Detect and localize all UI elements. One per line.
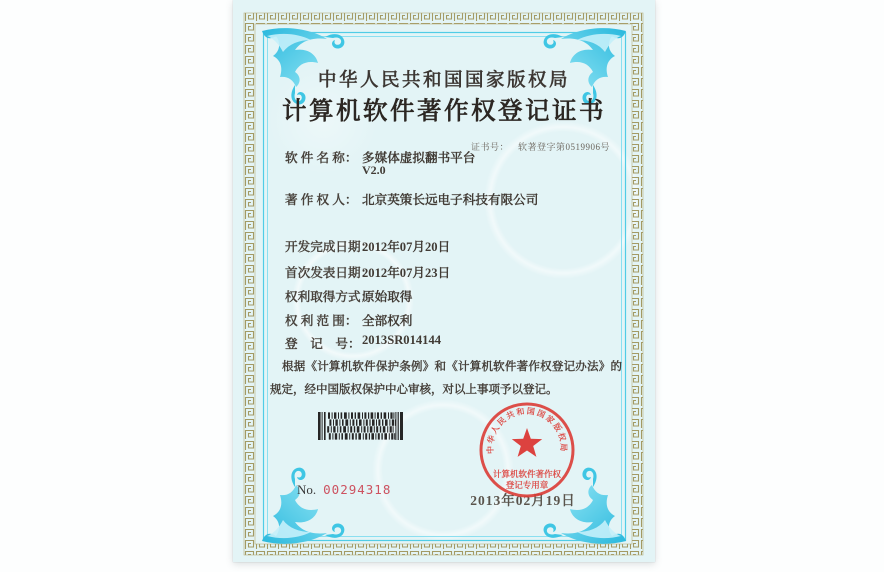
official-seal: [477, 400, 577, 500]
field-value: 2012年07月23日: [362, 266, 451, 280]
certificate-number-line: [454, 130, 610, 163]
field-label: 权利取得方式：: [285, 290, 374, 304]
registration-statement: 根据《计算机软件保护条例》和《计算机软件著作权登记办法》的规定，经中国版权保护中心审核，对以上事项予以登记。: [270, 361, 622, 396]
field-value: 2013SR014144: [362, 333, 442, 347]
software-version: V2.0: [362, 163, 386, 177]
certificate-number-value: 软著登字第0519906号: [517, 142, 610, 152]
field-value: 多媒体虚拟翻书平台: [362, 151, 476, 165]
certificate-number-label: 证书号：: [470, 142, 509, 152]
field-label: 首次发表日期：: [285, 266, 374, 280]
seal-text-line2: 登记专用章: [505, 480, 549, 490]
field-value: 2012年07月20日: [362, 240, 451, 254]
field-rights-acquisition: [285, 286, 413, 304]
certificate-title: 计算机软件著作权登记证书: [282, 98, 606, 125]
field-label: 登 记 号：: [285, 337, 361, 351]
serial-number-line: [297, 482, 391, 498]
field-value: 北京英策长远电子科技有限公司: [362, 193, 539, 207]
field-copyright-owner: [285, 189, 539, 207]
field-first-publish-date: [285, 262, 451, 280]
serial-prefix: No.: [297, 482, 317, 497]
field-rights-scope: [285, 310, 413, 328]
issuer-title: 中华人民共和国国家版权局: [317, 71, 570, 91]
field-label: 开发完成日期：: [285, 240, 374, 254]
barcode-2d: [318, 412, 404, 440]
corner-flourish-bottom-left: [262, 468, 344, 544]
seal-star-icon: [512, 428, 542, 457]
field-label: 著 作 权 人：: [285, 193, 358, 207]
serial-number: 00294318: [323, 482, 392, 497]
field-registration-number: [285, 333, 442, 351]
field-value: 原始取得: [362, 290, 413, 304]
certificate-page: [233, 0, 655, 562]
seal-ring-text: 中华人民共和国国家版权局: [485, 406, 569, 455]
field-value: 全部权利: [362, 314, 413, 328]
field-dev-complete-date: [285, 236, 451, 254]
seal-text-line1: 计算机软件著作权: [492, 469, 562, 479]
field-label: 权 利 范 围：: [285, 314, 358, 328]
field-software-name: [285, 147, 476, 165]
issue-date: 2013年02月19日: [470, 493, 576, 508]
field-label: 软 件 名 称：: [285, 151, 358, 165]
